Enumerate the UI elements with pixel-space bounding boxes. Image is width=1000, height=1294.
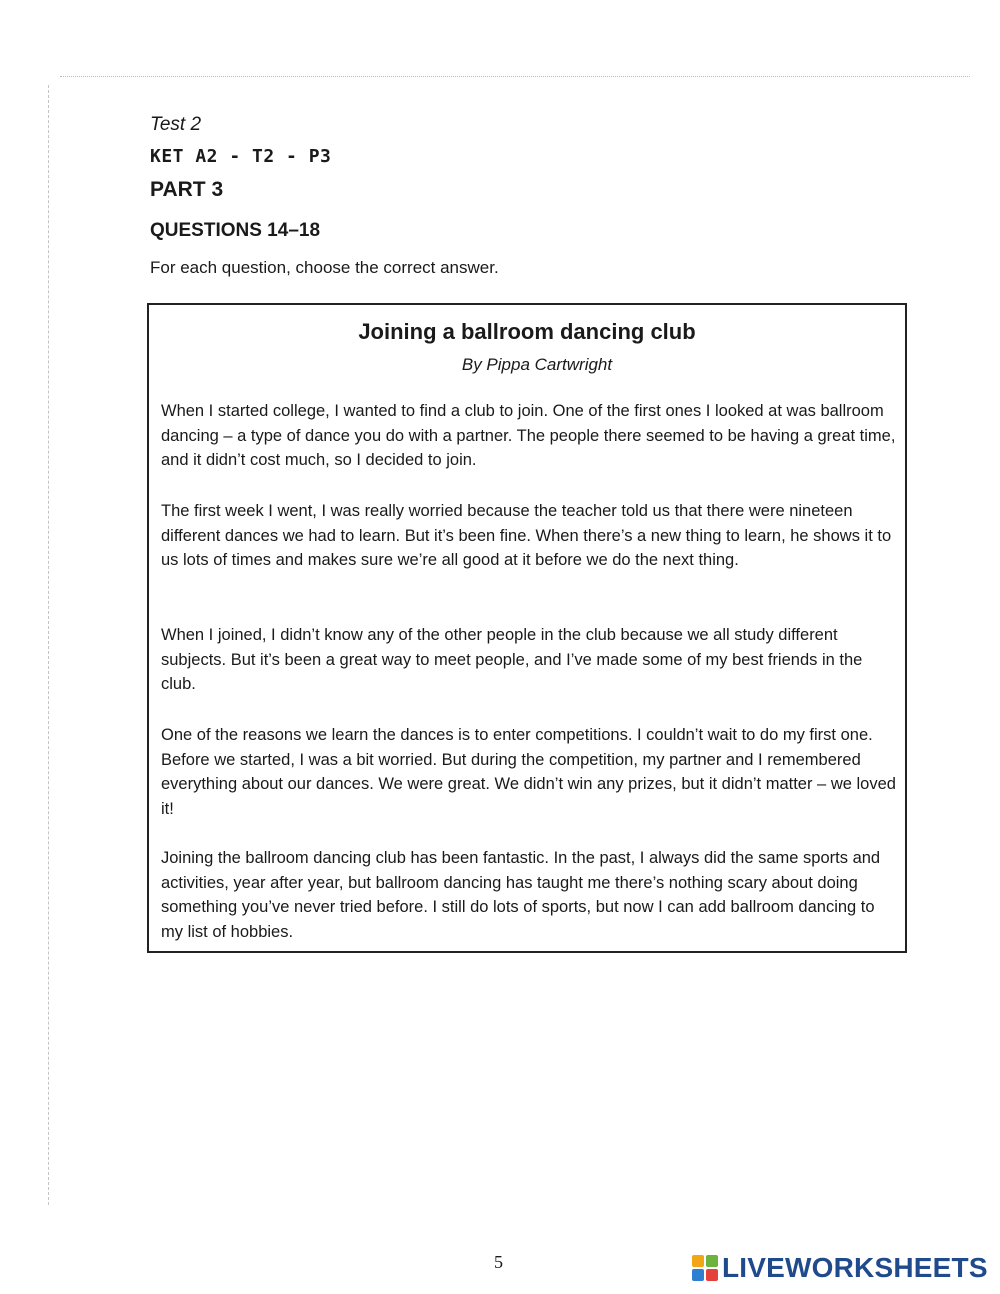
logo-square-1 [692,1255,704,1267]
left-scan-edge [48,85,49,1205]
instruction-text: For each question, choose the correct answer. [150,258,499,277]
logo-square-2 [706,1255,718,1267]
liveworksheets-brand[interactable] [692,1252,988,1284]
article-title: Joining a ballroom dancing club [358,319,696,344]
page-number: 5 [494,1252,503,1272]
exam-code-label: KET A2 - T2 - P3 [150,146,332,167]
article-paragraph-5: Joining the ballroom dancing club has been fantastic. In the past, I always did the same sports and activities, year after year, but ballroom dancing has taught me there’s nothing scary about doing something you’ve never tried before. I still do lots of sports, but now I can add ballroom dancing to my list of hobbies. [161,849,881,941]
article-paragraph-2: The first week I went, I was really worried because the teacher told us that there were nineteen different dances we had to learn. But it’s been fine. When there’s a new thing to learn, he shows it to us lots of times and makes sure we’re all good at it before we do the next thing. [161,502,892,569]
article-paragraph-4: One of the reasons we learn the dances is to enter competitions. I couldn’t wait to do my first one. Before we started, I was a bit worried. But during the competition, my partner and I remembered everything about our dances. We were great. We didn’t win any prizes, but it didn’t matter – we loved it! [161,726,896,818]
questions-heading: QUESTIONS 14–18 [150,220,321,241]
article-byline: By Pippa Cartwright [461,355,613,374]
top-scan-line [60,76,970,77]
test-label: Test 2 [150,114,202,135]
part-heading: PART 3 [150,178,224,201]
liveworksheets-logo-icon [692,1255,718,1281]
logo-square-4 [706,1269,718,1281]
reading-text-box [147,303,907,953]
article-paragraph-1: When I started college, I wanted to find a club to join. One of the first ones I looked at was ballroom dancing – a type of dance you do with a partner. The people there seemed to be having a great time, and it didn’t cost much, so I decided to join. [161,402,896,469]
logo-square-3 [692,1269,704,1281]
article-paragraph-3: When I joined, I didn’t know any of the other people in the club because we all study different subjects. But it’s been a great way to meet people, and I’ve made some of my best friends in the club. [161,626,863,693]
brand-name: LIVEWORKSHEETS [722,1252,988,1283]
